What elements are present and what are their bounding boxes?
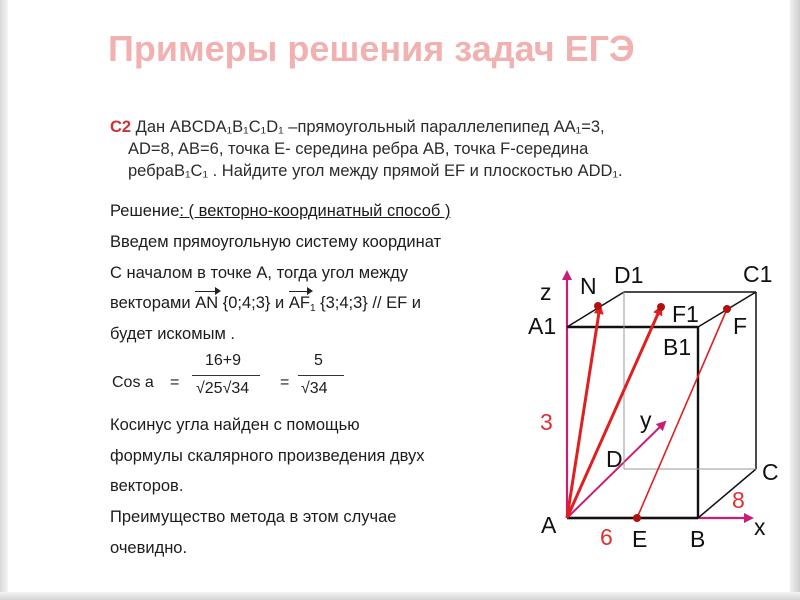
label-x: x (754, 514, 766, 540)
label-b: B (690, 526, 706, 552)
figure-labels (528, 261, 779, 552)
solution-line-5: Косинус угла найден с помощью (110, 416, 360, 434)
solution-line-6: формулы скалярного произведения двух (110, 447, 425, 465)
fraction-1-numerator: 16+9 (205, 352, 242, 369)
cos-label: Cos a (112, 374, 154, 391)
label-a: A (541, 512, 557, 538)
vector-an-coords: {0;4;3} и (218, 294, 289, 312)
label-d1: D1 (614, 262, 644, 288)
problem-label: С2 (110, 118, 132, 136)
label-6: 6 (600, 524, 613, 550)
vector-af-coords: {3;4;3} // EF и (315, 294, 422, 312)
label-c1: C1 (743, 261, 773, 287)
solution-line-7: векторов. (110, 477, 184, 495)
vector-an-arrow (567, 306, 600, 518)
solution-line-9: очевидно. (110, 539, 188, 557)
solution-line-1: Введем прямоугольную систему координат (110, 233, 442, 251)
solution-label: Решение (110, 202, 180, 220)
label-8: 8 (732, 487, 745, 513)
solution-method: : ( векторно-координатный способ ) (179, 202, 451, 220)
point-f1 (657, 303, 665, 311)
label-e: E (632, 526, 648, 552)
label-3: 3 (540, 409, 553, 435)
fraction-2-denominator: √34 (301, 380, 328, 397)
vectors-prefix: векторами (110, 294, 196, 312)
equals-sign-2: = (280, 374, 290, 391)
point-e (633, 514, 641, 522)
label-d: D (606, 446, 623, 472)
label-f: F (733, 313, 748, 339)
label-a1: A1 (528, 313, 557, 339)
solution-line-2: С началом в точке A, тогда угол между (110, 264, 408, 282)
point-n (594, 302, 602, 310)
solution-line-4: будет искомым . (110, 325, 235, 343)
label-y: y (640, 407, 652, 433)
problem-line-3: ребраB₁C₁ . Найдите угол между прямой EF и плоскостью ADD₁. (128, 162, 623, 180)
solution-line-8: Преимущество метода в этом случае (110, 508, 397, 526)
label-n: N (580, 273, 597, 299)
equals-sign-1: = (170, 374, 180, 391)
fraction-2-numerator: 5 (314, 352, 323, 369)
edge-b-c (698, 469, 756, 518)
label-z: z (540, 279, 552, 305)
fraction-1-denominator: √25√34 (196, 380, 250, 397)
label-c: C (762, 459, 779, 485)
problem-line-2: AD=8, AB=6, точка E- середина ребра AB, точка F-середина (128, 140, 589, 158)
point-f (723, 305, 731, 313)
vector-an: AN (195, 294, 219, 312)
problem-line-1: Дан ABCDA₁B₁C₁D₁ –прямоугольный параллелепипед AA₁=3, (131, 118, 605, 136)
label-f1: F1 (672, 301, 699, 327)
vector-af-subscript: 1 (309, 303, 316, 314)
label-b1: B1 (663, 334, 692, 360)
box-edges (567, 292, 756, 518)
vector-af-letters: AF (288, 294, 310, 312)
slide-title: Примеры решения задач ЕГЭ (108, 28, 635, 69)
